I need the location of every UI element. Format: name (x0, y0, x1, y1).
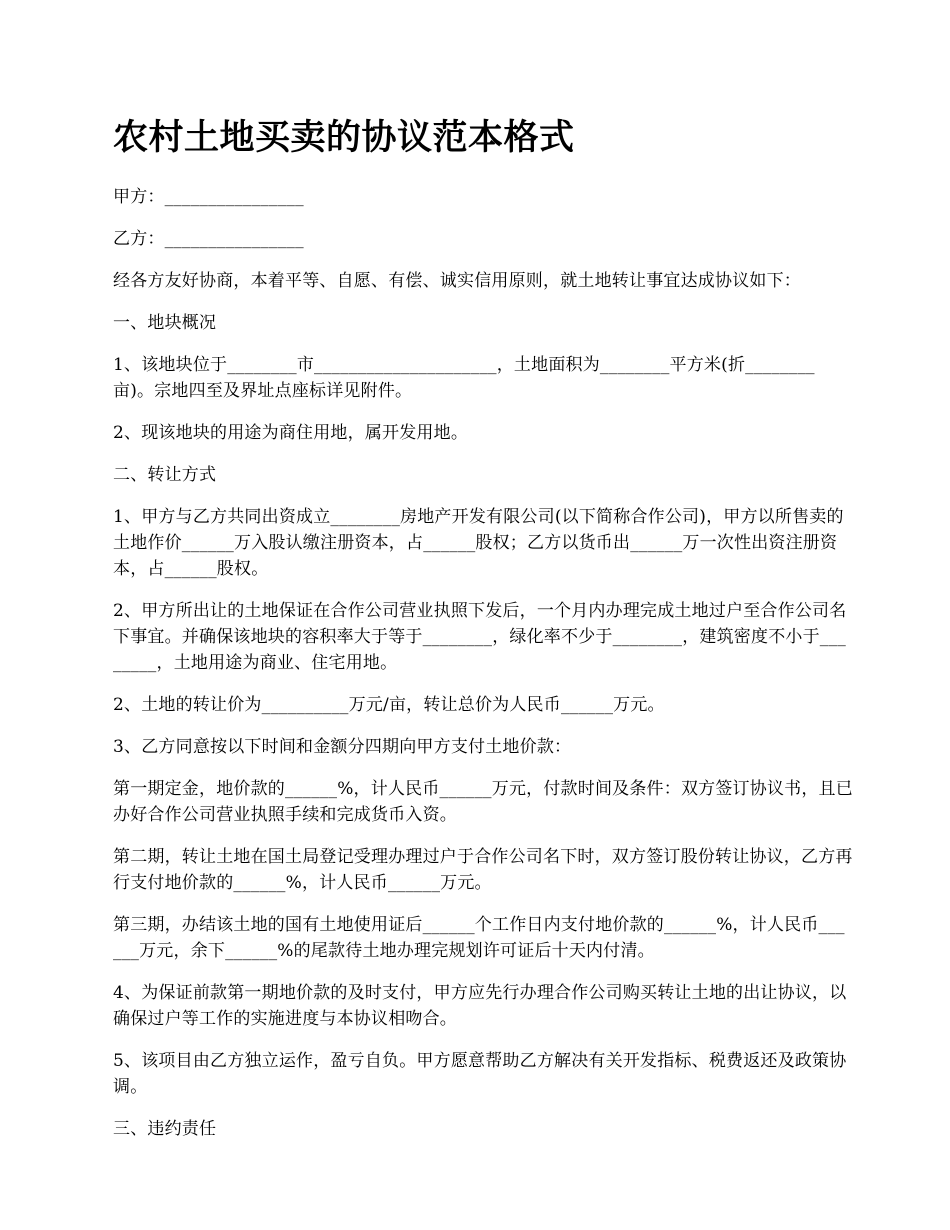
clause-transfer-price: 2、土地的转让价为__________万元/亩，转让总价为人民币______万元。 (113, 695, 665, 715)
payment-phase-1: 第一期定金，地价款的______%，计人民币______万元，付款时间及条件：双方签订协议书，且已办好合作公司营业执照手续和完成货币入资。 (113, 779, 853, 825)
payment-phase-2: 第二期，转让土地在国土局登记受理办理过户于合作公司名下时，双方签订股份转让协议，乙方再行支付地价款的______%，计人民币______万元。 (113, 847, 853, 893)
clause-land-use: 2、现该地块的用途为商住用地，属开发用地。 (113, 423, 469, 443)
clause-payment-schedule: 3、乙方同意按以下时间和金额分四期向甲方支付土地价款： (113, 737, 572, 757)
clause-project-operation: 5、该项目由乙方独立运作，盈亏自负。甲方愿意帮助乙方解决有关开发指标、税费返还及政策协调。 (113, 1051, 847, 1097)
preamble: 经各方友好协商，本着平等、自愿、有偿、诚实信用原则，就土地转让事宜达成协议如下： (113, 271, 801, 291)
section-heading-breach: 三、违约责任 (113, 1119, 217, 1139)
section-heading-land-overview: 一、地块概况 (113, 313, 217, 333)
document-title: 农村土地买卖的协议范本格式 (113, 118, 575, 158)
section-heading-transfer-method: 二、转让方式 (113, 465, 217, 485)
clause-title-transfer: 2、甲方所出让的土地保证在合作公司营业执照下发后，一个月内办理完成土地过户至合作公司名下事宜。并确保该地块的容积率大于等于________，绿化率不少于________，建筑密度不小于________，土地用途为商业、住宅用地。 (113, 601, 847, 673)
document-page (113, 112, 853, 1158)
party-a-line: 甲方：________________ (113, 187, 304, 207)
clause-payment-guarantee: 4、为保证前款第一期地价款的及时支付，甲方应先行办理合作公司购买转让土地的出让协议，以确保过户等工作的实施进度与本协议相吻合。 (113, 983, 847, 1029)
clause-joint-company: 1、甲方与乙方共同出资成立________房地产开发有限公司(以下简称合作公司)，甲方以所售卖的土地作价______万入股认缴注册资本，占______股权；乙方以货币出______万一次性出资注册资本，占______股权。 (113, 507, 844, 579)
payment-phase-3: 第三期，办结该土地的国有土地使用证后______个工作日内支付地价款的______%，计人民币______万元，余下______%的尾款待土地办理完规划许可证后十天内付清。 (113, 915, 845, 961)
clause-land-location: 1、该地块位于________市_____________________，土地面积为________平方米(折________亩)。宗地四至及界址点座标详见附件。 (113, 355, 815, 401)
party-b-line: 乙方：________________ (113, 229, 304, 249)
